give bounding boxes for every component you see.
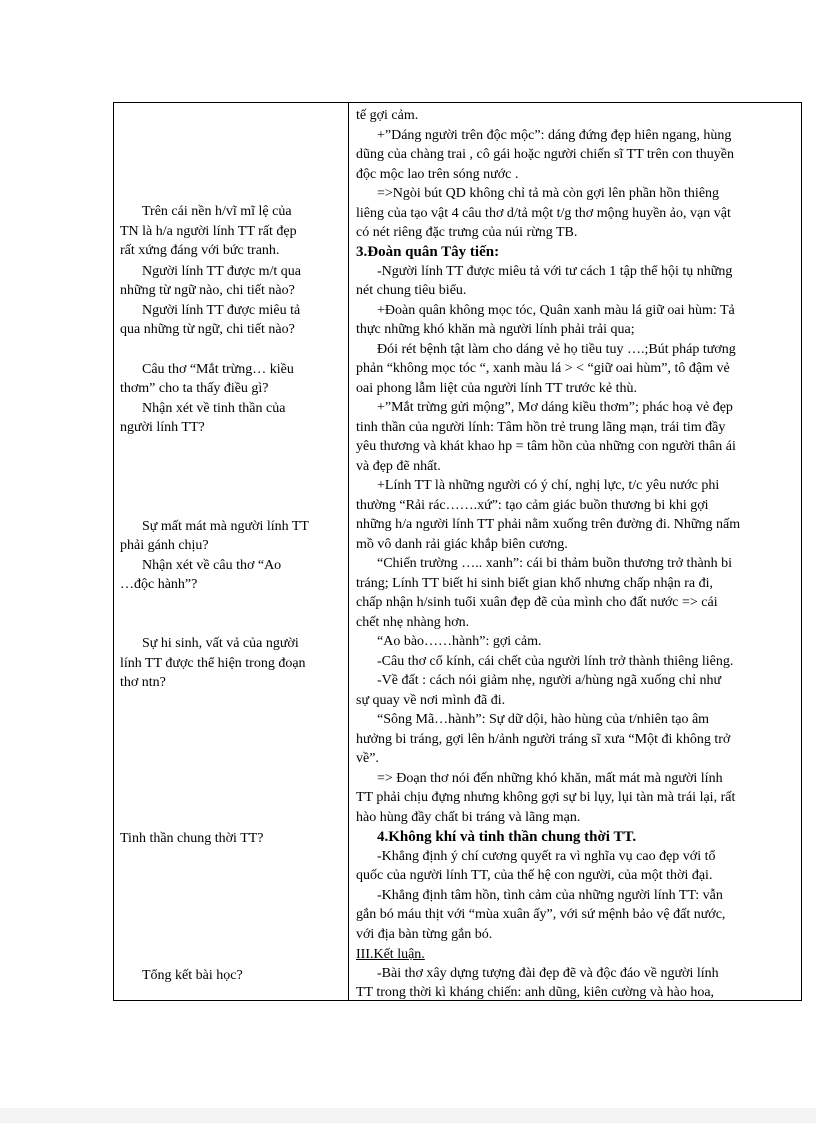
question-line: TN là h/a người lính TT rất đẹp bbox=[120, 224, 297, 239]
content-line: phản “không mọc tóc “, xanh màu lá > < “giữ oai hùm”, tô đậm vẻ bbox=[356, 361, 730, 376]
content-line: tinh thần của người lính: Tâm hồn trẻ trung lãng mạn, trái tim đầy bbox=[356, 420, 726, 435]
content-line: “Sông Mã…hành”: Sự dữ dội, hào hùng của t/nhiên tạo âm bbox=[377, 712, 710, 727]
question-line: Trên cái nền h/vĩ mĩ lệ của bbox=[142, 204, 292, 219]
content-line: +Đoàn quân không mọc tóc, Quân xanh màu lá giữ oai hùm: Tả bbox=[377, 303, 735, 318]
question-line: …độc hành”? bbox=[120, 577, 198, 592]
content-line: và đẹp đẽ nhất. bbox=[356, 459, 441, 474]
content-line: +”Dáng người trên độc mộc”: dáng đứng đẹp hiên ngang, hùng bbox=[377, 128, 732, 143]
content-line: -Người lính TT được miêu tả với tư cách 1 tập thể hội tụ những bbox=[377, 264, 733, 279]
content-line: sự quay về nơi mình đã đi. bbox=[356, 693, 506, 708]
question-line: thơm” cho ta thấy điều gì? bbox=[120, 381, 269, 396]
content-line: thường “Rải rác…….xứ”: tạo cảm giác buồn thương bi khi gợi bbox=[356, 498, 709, 513]
content-line: gắn bó máu thịt với “mùa xuân ấy”, với sứ mệnh bảo vệ đất nước, bbox=[356, 907, 726, 922]
content-line: =>Ngòi bút QD không chỉ tả mà còn gợi lên phần hồn thiêng bbox=[377, 186, 720, 201]
question-line: Người lính TT được miêu tả bbox=[142, 303, 301, 318]
content-line: -Bài thơ xây dựng tượng đài đẹp đẽ và độc đáo về người lính bbox=[377, 966, 719, 981]
question-line: Tổng kết bài học? bbox=[142, 968, 243, 983]
question-line: những từ ngữ nào, chi tiết nào? bbox=[120, 283, 295, 298]
content-line: +Lính TT là những người có ý chí, nghị lực, t/c yêu nước phi bbox=[377, 478, 720, 493]
content-line: chấp nhận h/sinh tuổi xuân đẹp đẽ của mình cho đất nước => cái bbox=[356, 595, 718, 610]
question-line: lính TT được thể hiện trong đoạn bbox=[120, 656, 306, 671]
content-line: TT phải chịu đựng nhưng không gợi sự bi lụy, lụi tàn mà trái lại, rất bbox=[356, 790, 736, 805]
content-line: thực những khó khăn mà người lính phải trải qua; bbox=[356, 322, 635, 337]
content-line: “Chiến trường ….. xanh”: cái bi thảm buồn thương trở thành bi bbox=[377, 556, 733, 571]
content-line: với địa bàn từng gắn bó. bbox=[356, 927, 493, 942]
questions-column bbox=[114, 103, 348, 1000]
content-line: -Khẳng định tâm hồn, tình cảm của những người lính TT: vẫn bbox=[377, 888, 723, 903]
question-line: Sự mất mát mà người lính TT bbox=[142, 519, 309, 534]
section-heading: 4.Không khí và tinh thần chung thời TT. bbox=[377, 829, 637, 845]
question-line: Nhận xét về tinh thần của bbox=[142, 401, 286, 416]
question-line: Câu thơ “Mắt trừng… kiều bbox=[142, 362, 294, 377]
page-bottom-band bbox=[0, 1108, 816, 1123]
content-line: TT trong thời kì kháng chiến: anh dũng, kiên cường và hào hoa, bbox=[356, 985, 715, 1000]
content-line: tế gợi cảm. bbox=[356, 108, 419, 123]
content-line: về”. bbox=[356, 751, 379, 766]
section-heading-conclusion: III.Kết luận. bbox=[356, 947, 425, 962]
content-line: oai phong lẫm liệt của người lính TT trước kẻ thù. bbox=[356, 381, 638, 396]
section-heading: 3.Đoàn quân Tây tiến: bbox=[356, 244, 500, 260]
question-line: Tinh thần chung thời TT? bbox=[120, 831, 264, 846]
content-line: -Câu thơ cổ kính, cái chết của người lính trở thành thiêng liêng. bbox=[377, 654, 734, 669]
question-line: Sự hi sinh, vất vả của người bbox=[142, 636, 299, 651]
question-line: Người lính TT được m/t qua bbox=[142, 264, 301, 279]
question-line: người lính TT? bbox=[120, 420, 205, 435]
content-line: có nét riêng đặc trưng của núi rừng TB. bbox=[356, 225, 578, 240]
content-line: -Về đất : cách nói giảm nhẹ, người a/hùng ngã xuống chỉ như bbox=[377, 673, 722, 688]
content-line: quốc của người lính TT, của thế hệ con người, của một thời đại. bbox=[356, 868, 713, 883]
content-line: “Ao bào……hành”: gợi cảm. bbox=[377, 634, 542, 649]
content-line: độc mộc lao trên sóng nước . bbox=[356, 167, 519, 182]
content-line: Đói rét bệnh tật làm cho dáng vẻ họ tiều tuy ….;Bút pháp tương bbox=[377, 342, 736, 357]
content-line: tráng; Lính TT biết hi sinh biết gian khổ nhưng chấp nhận ra đi, bbox=[356, 576, 714, 591]
question-line: phải gánh chịu? bbox=[120, 538, 209, 553]
content-line: mồ vô danh rải giác khắp biên cương. bbox=[356, 537, 568, 552]
content-line: hưởng bi tráng, gợi lên h/ảnh người tráng sĩ xưa “Một đi không trở bbox=[356, 732, 731, 747]
content-line: những h/a người lính TT phải nằm xuống trên đường đi. Những nấm bbox=[356, 517, 741, 532]
content-line: => Đoạn thơ nói đến những khó khăn, mất mát mà người lính bbox=[377, 771, 723, 786]
question-line: rất xứng đáng với bức tranh. bbox=[120, 243, 280, 258]
content-line: dũng của chàng trai , cô gái hoặc người chiến sĩ TT trên con thuyền bbox=[356, 147, 734, 162]
content-line: yêu thương và khát khao hp = tâm hồn của những con người thân ái bbox=[356, 439, 736, 454]
content-line: hào hùng đầy chất bi tráng và lãng mạn. bbox=[356, 810, 581, 825]
content-line: -Khẳng định ý chí cương quyết ra vì nghĩa vụ cao đẹp với tổ bbox=[377, 849, 716, 864]
content-column bbox=[349, 103, 802, 1000]
content-line: liêng của tạo vật 4 câu thơ d/tả một t/g thơ mộng huyền ảo, vạn vật bbox=[356, 206, 731, 221]
question-line: thơ ntn? bbox=[120, 675, 166, 690]
content-line: chết nhẹ nhàng hơn. bbox=[356, 615, 470, 630]
question-line: qua những từ ngữ, chi tiết nào? bbox=[120, 322, 295, 337]
content-line: nét chung tiêu biểu. bbox=[356, 283, 467, 298]
question-line: Nhận xét về câu thơ “Ao bbox=[142, 558, 282, 573]
lesson-table bbox=[113, 102, 802, 1001]
content-line: +”Mắt trừng gửi mộng”, Mơ dáng kiều thơm”; phác hoạ vẻ đẹp bbox=[377, 400, 733, 415]
